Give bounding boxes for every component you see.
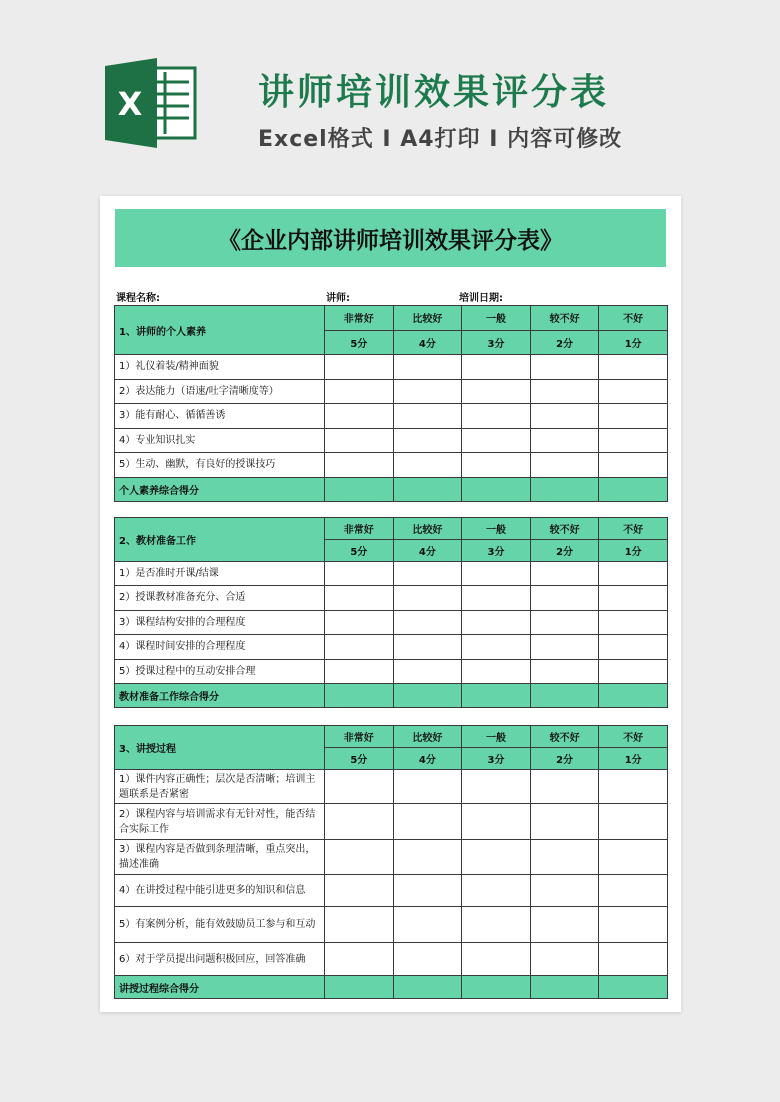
item-label: 5）生动、幽默，有良好的授课技巧	[115, 453, 325, 478]
score-cell[interactable]	[393, 561, 462, 586]
score-cell[interactable]	[530, 561, 599, 586]
score-header: 3分	[462, 330, 531, 355]
summary-label: 教材准备工作综合得分	[115, 684, 325, 708]
score-cell[interactable]	[393, 635, 462, 660]
score-cell[interactable]	[599, 943, 668, 976]
score-cell[interactable]	[325, 453, 394, 478]
score-cell[interactable]	[530, 770, 599, 804]
score-cell[interactable]	[599, 355, 668, 380]
item-label: 3）能有耐心、循循善诱	[115, 404, 325, 429]
rating-header: 比较好	[393, 306, 462, 331]
score-cell[interactable]	[325, 840, 394, 875]
table-row	[115, 561, 668, 586]
score-cell[interactable]	[462, 355, 531, 380]
item-label: 2）表达能力（语速/吐字清晰度等）	[115, 379, 325, 404]
score-cell[interactable]	[530, 875, 599, 907]
score-cell[interactable]	[462, 610, 531, 635]
score-cell[interactable]	[599, 404, 668, 429]
lecturer-label: 讲师:	[326, 293, 350, 304]
score-cell[interactable]	[530, 804, 599, 840]
item-label: 5）授课过程中的互动安排合理	[115, 659, 325, 684]
score-header: 1分	[599, 539, 668, 561]
score-cell[interactable]	[393, 586, 462, 611]
table-row	[115, 610, 668, 635]
rating-header: 一般	[462, 518, 531, 540]
rating-header: 不好	[599, 518, 668, 540]
score-cell[interactable]	[325, 355, 394, 380]
summary-cell[interactable]	[393, 976, 462, 999]
score-cell[interactable]	[393, 840, 462, 875]
training-date-label: 培训日期:	[459, 293, 503, 304]
score-cell[interactable]	[393, 907, 462, 943]
summary-cell[interactable]	[462, 976, 531, 999]
summary-cell[interactable]	[325, 976, 394, 999]
rating-header: 不好	[599, 306, 668, 331]
score-cell[interactable]	[599, 840, 668, 875]
score-cell[interactable]	[462, 907, 531, 943]
score-cell[interactable]	[599, 586, 668, 611]
rating-header: 较不好	[530, 518, 599, 540]
score-cell[interactable]	[462, 804, 531, 840]
score-cell[interactable]	[393, 453, 462, 478]
score-cell[interactable]	[325, 379, 394, 404]
document-title: 《企业内部讲师培训效果评分表》	[115, 209, 666, 267]
summary-cell[interactable]	[325, 684, 394, 708]
item-label: 3）课程内容是否做到条理清晰，重点突出，描述准确	[115, 840, 325, 875]
score-cell[interactable]	[530, 453, 599, 478]
section-table-3	[114, 725, 668, 999]
rating-header: 非常好	[325, 518, 394, 540]
summary-cell[interactable]	[599, 477, 668, 502]
course-name-label: 课程名称:	[116, 293, 160, 304]
score-cell[interactable]	[393, 610, 462, 635]
score-cell[interactable]	[393, 770, 462, 804]
score-cell[interactable]	[325, 610, 394, 635]
item-label: 4）课程时间安排的合理程度	[115, 635, 325, 660]
score-cell[interactable]	[462, 875, 531, 907]
item-label: 1）礼仪着装/精神面貌	[115, 355, 325, 380]
score-cell[interactable]	[325, 561, 394, 586]
table-row	[115, 355, 668, 380]
table-row	[115, 428, 668, 453]
score-cell[interactable]	[462, 586, 531, 611]
score-cell[interactable]	[599, 875, 668, 907]
score-cell[interactable]	[530, 355, 599, 380]
summary-cell[interactable]	[599, 976, 668, 999]
rating-header: 比较好	[393, 518, 462, 540]
excel-icon	[103, 58, 199, 148]
score-cell[interactable]	[462, 635, 531, 660]
excel-logo-letter: X	[117, 85, 143, 123]
score-cell[interactable]	[325, 804, 394, 840]
score-cell[interactable]	[462, 770, 531, 804]
rating-header: 非常好	[325, 726, 394, 748]
table-row	[115, 586, 668, 611]
summary-label: 个人素养综合得分	[115, 477, 325, 502]
summary-cell[interactable]	[530, 477, 599, 502]
score-cell[interactable]	[599, 635, 668, 660]
score-cell[interactable]	[325, 943, 394, 976]
rating-header: 一般	[462, 306, 531, 331]
table-row	[115, 379, 668, 404]
table-row	[115, 404, 668, 429]
rating-header: 非常好	[325, 306, 394, 331]
item-label: 6）对于学员提出问题积极回应，回答准确	[115, 943, 325, 976]
info-row	[116, 287, 666, 303]
score-header: 5分	[325, 330, 394, 355]
score-cell[interactable]	[393, 943, 462, 976]
banner-subtitle: Excel格式 I A4打印 I 内容可修改	[258, 127, 623, 152]
score-cell[interactable]	[599, 804, 668, 840]
rating-header: 不好	[599, 726, 668, 748]
table-row	[115, 804, 668, 840]
score-cell[interactable]	[462, 659, 531, 684]
item-label: 4）在讲授过程中能引进更多的知识和信息	[115, 875, 325, 907]
score-cell[interactable]	[599, 770, 668, 804]
summary-cell[interactable]	[530, 976, 599, 999]
score-cell[interactable]	[393, 804, 462, 840]
score-cell[interactable]	[462, 428, 531, 453]
summary-cell[interactable]	[462, 684, 531, 708]
section-table-2	[114, 517, 668, 708]
score-cell[interactable]	[530, 659, 599, 684]
banner	[0, 0, 780, 190]
section-heading: 3、讲授过程	[115, 726, 325, 770]
rating-header: 比较好	[393, 726, 462, 748]
score-cell[interactable]	[462, 943, 531, 976]
score-cell[interactable]	[599, 428, 668, 453]
summary-row	[115, 976, 668, 999]
score-cell[interactable]	[530, 379, 599, 404]
score-cell[interactable]	[599, 659, 668, 684]
score-cell[interactable]	[393, 404, 462, 429]
summary-cell[interactable]	[530, 684, 599, 708]
score-header: 2分	[530, 539, 599, 561]
score-cell[interactable]	[599, 907, 668, 943]
score-header: 1分	[599, 748, 668, 770]
score-header: 1分	[599, 330, 668, 355]
score-header: 2分	[530, 330, 599, 355]
score-cell[interactable]	[325, 907, 394, 943]
score-cell[interactable]	[599, 610, 668, 635]
banner-title: 讲师培训效果评分表	[258, 72, 610, 113]
score-cell[interactable]	[530, 610, 599, 635]
score-header: 4分	[393, 748, 462, 770]
table-row	[115, 659, 668, 684]
section-heading: 1、讲师的个人素养	[115, 306, 325, 355]
score-header: 4分	[393, 330, 462, 355]
item-label: 5）有案例分析，能有效鼓励员工参与和互动	[115, 907, 325, 943]
score-cell[interactable]	[599, 453, 668, 478]
item-label: 1）课件内容正确性；层次是否清晰；培训主题联系是否紧密	[115, 770, 325, 804]
score-header: 5分	[325, 539, 394, 561]
score-cell[interactable]	[530, 635, 599, 660]
table-row	[115, 875, 668, 907]
item-label: 2）授课教材准备充分、合适	[115, 586, 325, 611]
item-label: 2）课程内容与培训需求有无针对性，能否结合实际工作	[115, 804, 325, 840]
score-header: 3分	[462, 539, 531, 561]
score-cell[interactable]	[530, 943, 599, 976]
score-cell[interactable]	[462, 453, 531, 478]
summary-cell[interactable]	[599, 684, 668, 708]
score-header: 5分	[325, 748, 394, 770]
summary-cell[interactable]	[393, 684, 462, 708]
summary-cell[interactable]	[325, 477, 394, 502]
score-cell[interactable]	[462, 379, 531, 404]
score-cell[interactable]	[325, 404, 394, 429]
section-table-1	[114, 305, 668, 502]
score-cell[interactable]	[530, 907, 599, 943]
rating-header: 较不好	[530, 306, 599, 331]
table-row	[115, 907, 668, 943]
section-heading: 2、教材准备工作	[115, 518, 325, 562]
score-cell[interactable]	[462, 840, 531, 875]
score-cell[interactable]	[530, 404, 599, 429]
score-cell[interactable]	[325, 428, 394, 453]
rating-header: 一般	[462, 726, 531, 748]
rating-header: 较不好	[530, 726, 599, 748]
score-cell[interactable]	[325, 586, 394, 611]
summary-cell[interactable]	[462, 477, 531, 502]
score-cell[interactable]	[393, 659, 462, 684]
score-cell[interactable]	[530, 586, 599, 611]
score-cell[interactable]	[462, 561, 531, 586]
table-row	[115, 840, 668, 875]
table-row	[115, 453, 668, 478]
score-cell[interactable]	[393, 379, 462, 404]
score-cell[interactable]	[393, 875, 462, 907]
score-cell[interactable]	[462, 404, 531, 429]
score-cell[interactable]	[599, 561, 668, 586]
score-cell[interactable]	[393, 355, 462, 380]
item-label: 3）课程结构安排的合理程度	[115, 610, 325, 635]
item-label: 1）是否准时开课/结课	[115, 561, 325, 586]
score-cell[interactable]	[325, 875, 394, 907]
score-cell[interactable]	[393, 428, 462, 453]
score-header: 2分	[530, 748, 599, 770]
item-label: 4）专业知识扎实	[115, 428, 325, 453]
summary-row	[115, 477, 668, 502]
score-cell[interactable]	[530, 428, 599, 453]
score-cell[interactable]	[599, 379, 668, 404]
summary-label: 讲授过程综合得分	[115, 976, 325, 999]
summary-row	[115, 684, 668, 708]
score-cell[interactable]	[325, 659, 394, 684]
score-cell[interactable]	[530, 840, 599, 875]
table-row	[115, 943, 668, 976]
score-cell[interactable]	[325, 635, 394, 660]
score-header: 3分	[462, 748, 531, 770]
table-row	[115, 770, 668, 804]
score-cell[interactable]	[325, 770, 394, 804]
table-row	[115, 635, 668, 660]
score-header: 4分	[393, 539, 462, 561]
summary-cell[interactable]	[393, 477, 462, 502]
